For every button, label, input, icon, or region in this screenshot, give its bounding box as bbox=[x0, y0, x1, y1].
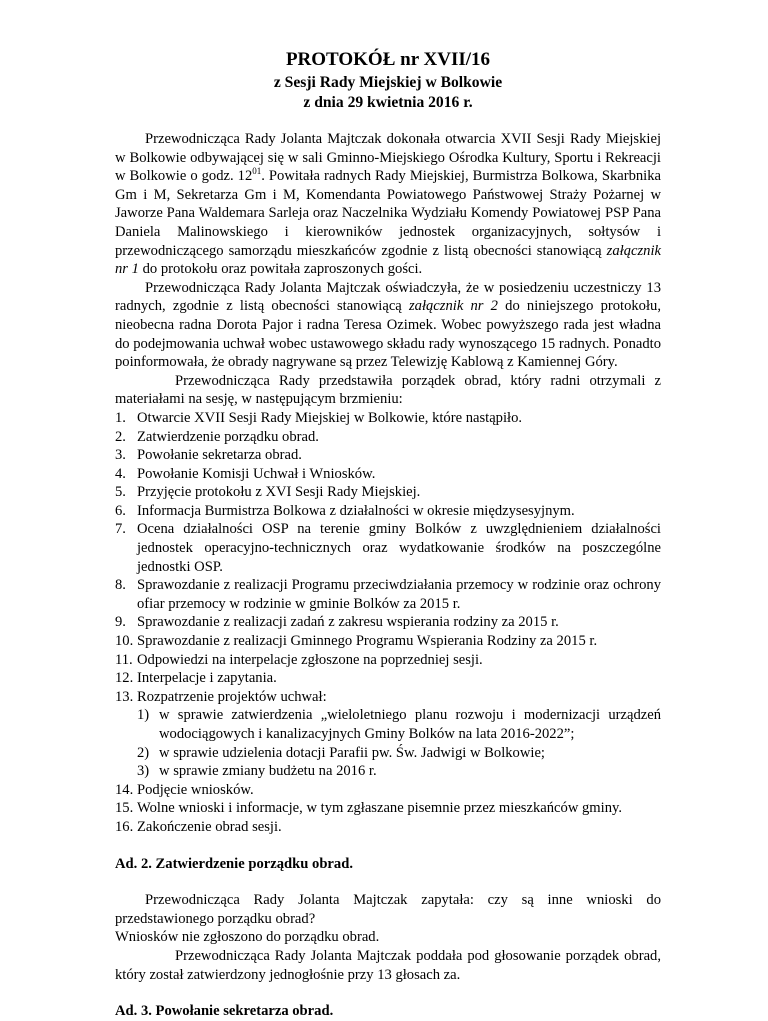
agenda-subitem: 2) w sprawie udzielenia dotacji Parafii pw. Św. Jadwigi w Bolkowie; bbox=[137, 744, 545, 761]
agenda-list bbox=[115, 409, 661, 837]
intro-paragraph: Przewodnicząca Rady Jolanta Majtczak dokonała otwarcia XVII Sesji Rady Miejskiej w Bolkowie odbywającej się w sali Gminno-Miejskiego Ośrodka Kultury, Sportu i Rekreacji w Bolkowie o godz. $12^{01}$. Powitała radnych Rady Miejskiej, Burmistrza Bolkowa, Skarbnika Gm i M, Sekretarza Gm i M, Komendanta Powiatowego Państwowej Straży Pożarnej w Jaworze Pana Waldemara Sarleja oraz Naczelnika Wydziału Komendy Powiatowej PSP Pana Daniela Malinowskiego i kierowników jednostek organizacyjnych, sołtysów i przewodniczącego samorządu mieszkańców zgodnie z listą obecności stanowiącą załącznik nr 1 do protokołu oraz powitała zaproszonych gości. bbox=[115, 131, 661, 278]
agenda-item: 4. Powołanie Komisji Uchwał i Wniosków. bbox=[115, 465, 376, 482]
agenda-item: 9. Sprawozdanie z realizacji zadań z zakresu wspierania rodziny za 2015 r. bbox=[115, 614, 559, 631]
agenda-intro-paragraph: Przewodnicząca Rady przedstawiła porządek obrad, który radni otrzymali z materiałami na sesję, w następującym brzmieniu: bbox=[115, 372, 661, 408]
agenda-item: 3. Powołanie sekretarza obrad. bbox=[115, 447, 302, 464]
agenda-item: 7. Ocena działalności OSP na terenie gminy Bolków z uwzględnieniem działalności jednostek operacyjno-technicznych oraz wydatkowanie środków na poszczególne jednostki OSP. bbox=[115, 521, 661, 575]
agenda-item: 11. Odpowiedzi na interpelacje zgłoszone na poprzedniej sesji. bbox=[115, 651, 483, 668]
agenda-item: 5. Przyjęcie protokołu z XVI Sesji Rady Miejskiej. bbox=[115, 484, 421, 501]
section-heading-ad3: Ad. 3. Powołanie sekretarza obrad. bbox=[115, 1003, 334, 1020]
quorum-paragraph: Przewodnicząca Rady Jolanta Majtczak oświadczyła, że w posiedzeniu uczestniczy 13 radnych, zgodnie z listą obecności stanowiącą załącznik nr 2 do niniejszego protokołu, nieobecna radna Dorota Pajor i radna Teresa Ozimek. Wobec powyższego rada jest władna do podejmowania uchwał wobec ustawowego składu rady wynoszącego 15 radnych. Ponadto poinformowała, że obrady nagrywane są przez Telewizję Kablową z Kamiennej Góry. bbox=[115, 279, 661, 371]
attachment-ref-1: załącznik nr 1 bbox=[115, 242, 661, 278]
attachment-ref-2: załącznik nr 2 bbox=[408, 298, 498, 315]
agenda-item: 12. Interpelacje i zapytania. bbox=[115, 670, 277, 687]
agenda-item: 8. Sprawozdanie z realizacji Programu przeciwdziałania przemocy w rodzinie oraz ochrony ofiar przemocy w rodzinie w gminie Bolków za 2015 r. bbox=[115, 577, 661, 612]
agenda-item: 6. Informacja Burmistrza Bolkowa z działalności w okresie międzysesyjnym. bbox=[115, 502, 575, 519]
section-heading-ad2: Ad. 2. Zatwierdzenie porządku obrad. bbox=[115, 855, 353, 872]
ad2-paragraph-1: Przewodnicząca Rady Jolanta Majtczak zapytała: czy są inne wnioski do przedstawionego porządku obrad? bbox=[115, 892, 661, 927]
ad2-paragraph-3: Przewodnicząca Rady Jolanta Majtczak poddała pod głosowanie porządek obrad, który został zatwierdzony jednogłośnie przy 13 głosach za. bbox=[115, 947, 661, 983]
agenda-item: 2. Zatwierdzenie porządku obrad. bbox=[115, 428, 319, 445]
document-title: PROTOKÓŁ nr XVII/16 bbox=[285, 49, 491, 70]
agenda-item: 13. Rozpatrzenie projektów uchwał: 1) w sprawie zatwierdzenia „wieloletniego planu rozwoju i modernizacji urządzeń wodociągowych i kanalizacyjnych Gminy Bolków na lata 2016-2022”; 2) w sprawie udzielenia dotacji Parafii pw. Św. Jadwigi w Bolkowie; 3) w sprawie zmiany budżetu na 2016 r. bbox=[115, 688, 661, 780]
document-subtitle: z Sesji Rady Miejskiej w Bolkowie bbox=[273, 74, 503, 91]
agenda-item: 1. Otwarcie XVII Sesji Rady Miejskiej w Bolkowie, które nastąpiło. bbox=[115, 409, 523, 426]
document-date: z dnia 29 kwietnia 2016 r. bbox=[303, 94, 473, 111]
agenda-item: 16. Zakończenie obrad sesji. bbox=[115, 818, 282, 835]
agenda-item: 14. Podjęcie wniosków. bbox=[115, 781, 254, 798]
ad2-paragraph-2: Wniosków nie zgłoszono do porządku obrad. bbox=[115, 929, 380, 946]
agenda-subitem: 3) w sprawie zmiany budżetu na 2016 r. bbox=[137, 763, 377, 780]
agenda-sublist bbox=[137, 706, 661, 780]
agenda-item: 15. Wolne wnioski i informacje, w tym zgłaszane pisemnie przez mieszkańców gminy. bbox=[115, 800, 622, 817]
time-superscript: 01 bbox=[252, 166, 262, 177]
agenda-subitem: 1) w sprawie zatwierdzenia „wieloletniego planu rozwoju i modernizacji urządzeń wodociągowych i kanalizacyjnych Gminy Bolków na lata 2016-2022”; bbox=[137, 707, 661, 742]
agenda-item: 10. Sprawozdanie z realizacji Gminnego Programu Wspierania Rodziny za 2015 r. bbox=[115, 633, 598, 650]
